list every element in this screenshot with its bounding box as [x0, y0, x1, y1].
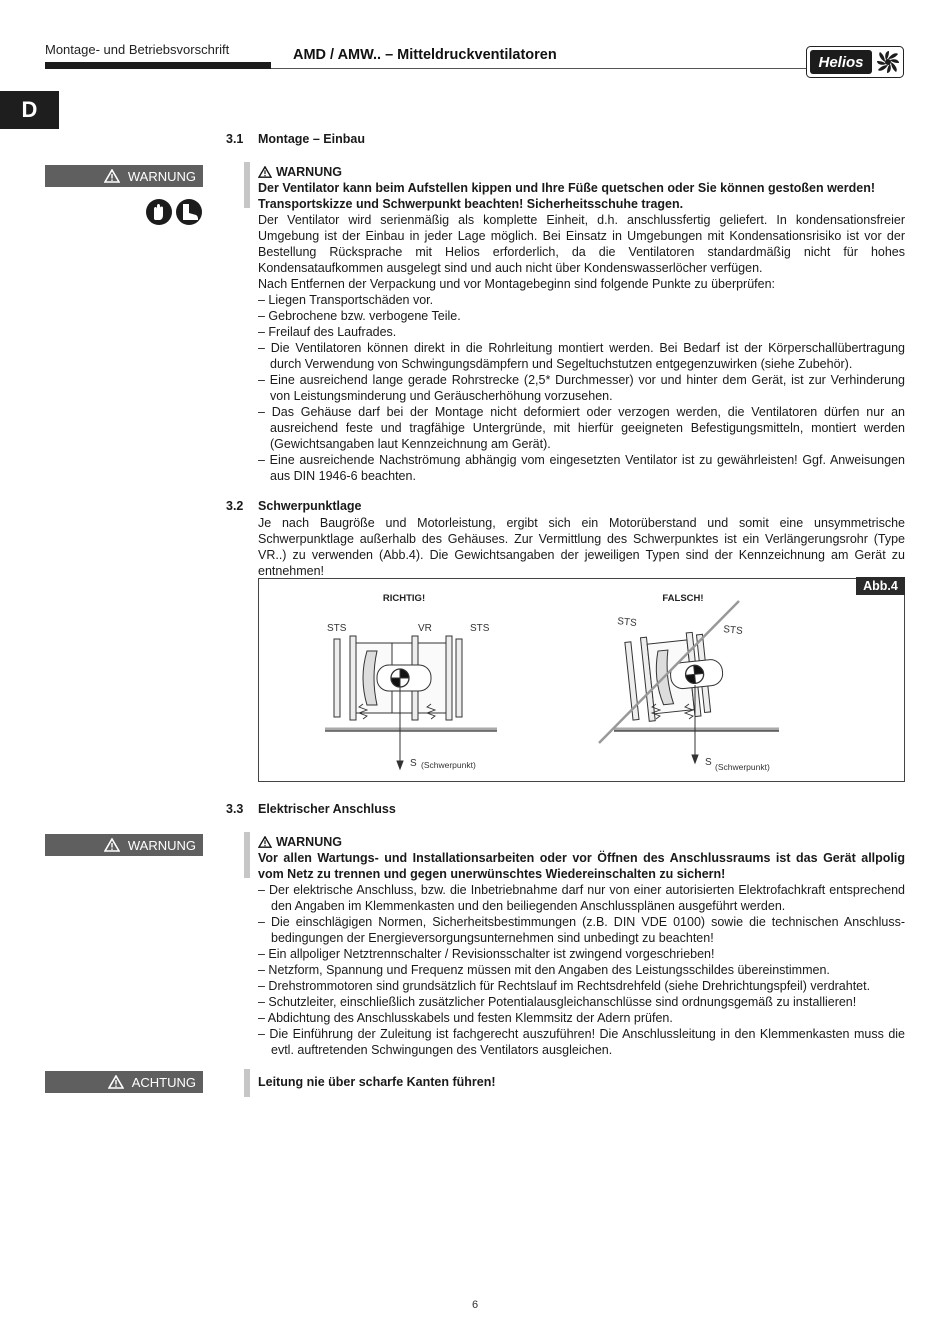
- warning-icon: [258, 836, 272, 848]
- list-item: – Ein allpoliger Netztrennschalter / Revisionsschalter ist zwingend vorgeschrieben!: [258, 947, 715, 961]
- schwerpunkt-label: (Schwerpunkt): [421, 760, 476, 770]
- caution-label: [45, 1071, 203, 1093]
- s-label: S: [410, 758, 417, 769]
- center-of-gravity-diagram: [259, 579, 904, 781]
- list-item: – Liegen Transportschäden vor.: [258, 293, 434, 307]
- warning-icon: [108, 1075, 124, 1089]
- section-3-2-body: [258, 515, 905, 579]
- warning-heading: [258, 834, 905, 850]
- section-number: 3.1: [226, 132, 244, 146]
- paragraph: Nach Entfernen der Verpackung und vor Montagebeginn sind folgende Punkte zu überprüfen:: [258, 277, 776, 291]
- list-item: – Freilauf des Laufrades.: [258, 325, 397, 339]
- language-tab: D: [0, 91, 59, 129]
- warning-heading: [258, 164, 905, 180]
- sts-label: STS: [470, 623, 490, 634]
- list-item: – Eine ausreichend lange gerade Rohrstrecke (2,5* Durchmesser) vor und hinter dem Gerät, ist zur Verhinderung von Leistungsminderung und Geräuscherhöhung vorzusehen.: [258, 373, 905, 403]
- list-item: – Abdichtung des Anschlusskabels und festen Klemmsitz der Adern prüfen.: [258, 1011, 673, 1025]
- warning-label-text: WARNUNG: [127, 168, 196, 184]
- warning-heading-text: WARNUNG: [276, 165, 342, 179]
- caution-bar: [244, 1069, 250, 1097]
- header-rule: [271, 68, 811, 69]
- list-item: – Das Gehäuse darf bei der Montage nicht deformiert oder verzogen werden, die Ventilatoren dürfen nur an ausreichend feste und tragfähige Untergründe, mit hierfür geeigneten Befestigungsmitteln, montiert werden (Gewichtsangaben laut Kennzeichnung am Gerät).: [258, 405, 905, 451]
- section-number: 3.2: [226, 499, 244, 513]
- helios-logo: [806, 46, 904, 78]
- caution-label-text: ACHTUNG: [131, 1074, 196, 1090]
- list-item: – Die Ventilatoren können direkt in die Rohrleitung montiert werden. Bei Bedarf ist der Körperschallübertragung durch Verwendung von Schwingungsdämpfern und Segeltuchstutzen entgegenzuwirken (siehe Zubehör).: [258, 341, 905, 371]
- document-type: Montage- und Betriebsvorschrift: [45, 42, 230, 57]
- sts-label: STS: [616, 616, 638, 630]
- paragraph: Der Ventilator wird serienmäßig als komplette Einheit, d.h. anschlussfertig geliefert. In kondensationsfreier Umgebung ist der Einbau in jeder Lage möglich. Bei Einsatz in Umgebungen mit Kondensationsrisiko ist vor der Bestellung Rücksprache mit Helios erforderlich, da die Ventilatoren standardmäßig nicht für hohes Kondensataufkommen ausgelegt sind und auch nicht über Kondenswasserlöcher verfügen.: [258, 213, 905, 275]
- safety-boot-icon: [176, 199, 202, 225]
- warning-label: [45, 165, 203, 187]
- correct-heading: RICHTIG!: [382, 593, 426, 604]
- section-3-3-body: [258, 834, 905, 1058]
- list-item: – Die Einführung der Zuleitung ist fachgerecht auszuführen! Die Anschlussleitung in den Klemmenkasten muss die evtl. auftretenden Schwingungen des Ventilators ausgleichen.: [258, 1027, 905, 1057]
- figure-tag: Abb.4: [856, 577, 905, 595]
- wrong-heading: FALSCH!: [662, 593, 704, 604]
- warning-heading-text: WARNUNG: [276, 835, 342, 849]
- list-item: – Der elektrische Anschluss, bzw. die Inbetriebnahme darf nur von einer autorisierten Elektrofachkraft entsprechend den Angaben im Klemmenkasten und den beiliegenden Anschlussplänen ausgeführt werden.: [258, 883, 905, 913]
- warning-bar: [244, 162, 250, 208]
- warning-bar: [244, 832, 250, 878]
- document-title: AMD / AMW.. – Mitteldruckventilatoren: [293, 47, 557, 63]
- section-title: Schwerpunktlage: [258, 499, 362, 513]
- list-item: – Schutzleiter, einschließlich zusätzlicher Potentialausgleichanschlüsse sind ordnungsgemäß zu installieren!: [258, 995, 857, 1009]
- schwerpunkt-label: (Schwerpunkt): [715, 762, 770, 772]
- section-title: Montage – Einbau: [258, 132, 365, 146]
- warning-label-text: WARNUNG: [127, 837, 196, 853]
- section-title: Elektrischer Anschluss: [258, 802, 396, 816]
- warning-text: Vor allen Wartungs- und Installationsarbeiten oder vor Öffnen des Anschlussraums ist das Gerät allpolig vom Netz zu trennen und gegen unerwünschtes Wiedereinschalten zu sichern!: [258, 851, 905, 881]
- gloves-icon: [146, 199, 172, 225]
- warning-icon: [104, 838, 120, 852]
- caution-text: Leitung nie über scharfe Kanten führen!: [258, 1075, 496, 1089]
- warning-label: [45, 834, 203, 856]
- s-label: S: [705, 757, 712, 768]
- correct-fan-drawing: [325, 636, 497, 769]
- logo-text: Helios: [818, 54, 864, 71]
- section-3-1-body: [258, 164, 905, 484]
- ppe-icons: [145, 198, 205, 226]
- list-item: – Netzform, Spannung und Frequenz müssen mit den Angaben des Leistungsschildes übereinstimmen.: [258, 963, 830, 977]
- figure-frame: [258, 578, 905, 782]
- paragraph: Je nach Baugröße und Motorleistung, ergibt sich ein Motorüberstand und somit eine unsymmetrische Schwerpunktlage außerhalb des Gehäuses. Zur Vermittlung des Schwerpunktes ist ein Verlängerungsrohr (Type VR..) zu verwenden (Abb.4). Die Gewichtsangaben der jeweiligen Typen sind der Kennzeichnung am Gerät zu entnehmen!: [258, 516, 905, 578]
- warning-text: Der Ventilator kann beim Aufstellen kippen und Ihre Füße quetschen oder Sie können gestoßen werden! Transportskizze und Schwerpunkt beachten! Sicherheitsschuhe tragen.: [258, 181, 875, 211]
- list-item: – Gebrochene bzw. verbogene Teile.: [258, 309, 461, 323]
- sts-label: STS: [722, 624, 744, 638]
- list-item: – Drehstrommotoren sind grundsätzlich für Rechtslauf im Rechtsdrehfeld (siehe Drehrichtungspfeil) verdrahtet.: [258, 979, 871, 993]
- list-item: – Die einschlägigen Normen, Sicherheitsbestimmungen (z.B. DIN VDE 0100) sowie die technischen Anschlussbedingungen der Energieversorgungsunternehmen sind unbedingt zu beachten!: [258, 915, 905, 945]
- header-bar: [45, 62, 271, 69]
- list-item: – Eine ausreichende Nachströmung abhängig vom eingesetzten Ventilator ist zu gewährleisten! Ggf. Anweisungen aus DIN 1946-6 beachten.: [258, 453, 905, 483]
- vr-label: VR: [418, 623, 432, 634]
- warning-icon: [258, 166, 272, 178]
- section-number: 3.3: [226, 802, 244, 816]
- sts-label: STS: [327, 623, 347, 634]
- warning-icon: [104, 169, 120, 183]
- page-number: 6: [471, 1299, 479, 1311]
